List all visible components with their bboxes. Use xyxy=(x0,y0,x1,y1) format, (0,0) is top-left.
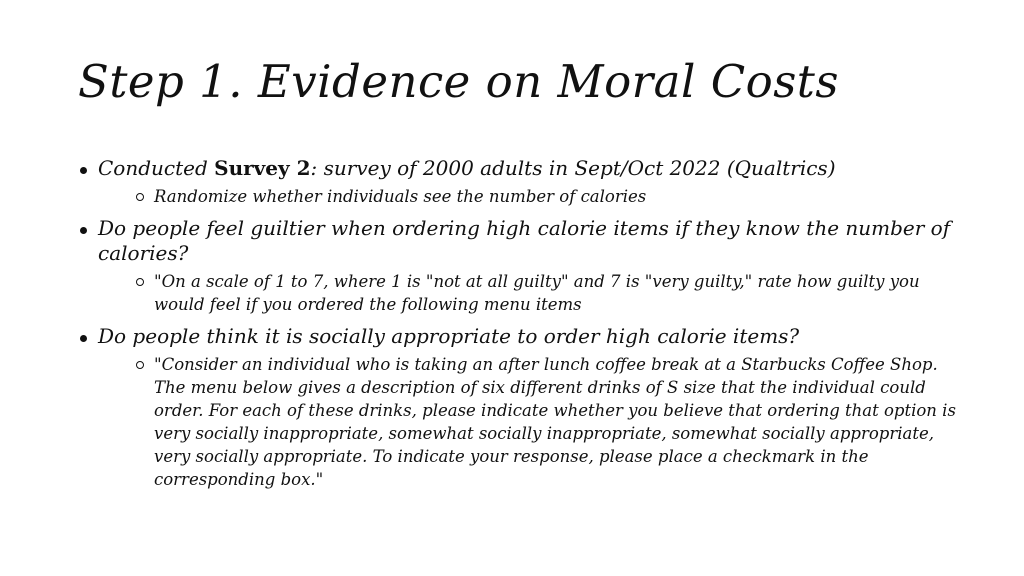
sub-bullet-guilt-scale xyxy=(136,270,960,316)
sub-bullet-text: Randomize whether individuals see the number of calories xyxy=(154,187,647,206)
sub-bullet-ring-icon xyxy=(136,278,144,286)
sub-bullet-ring-icon xyxy=(136,361,144,369)
sub-bullet-randomize xyxy=(136,185,960,208)
slide-title: Step 1. Evidence on Moral Costs xyxy=(78,55,839,108)
bullet-text: Do people feel guiltier when ordering high calorie items if they know the number of calories? xyxy=(98,216,951,265)
bullet-dot-icon xyxy=(80,227,87,234)
sub-bullet-ring-icon xyxy=(136,193,144,201)
bullet-dot-icon xyxy=(80,167,87,174)
bullet-social xyxy=(80,324,960,491)
bullet-text-pre: Conducted xyxy=(98,156,215,180)
bullet-dot-icon xyxy=(80,335,87,342)
sub-bullet-text: "Consider an individual who is taking an after lunch coffee break at a Starbucks Coffee Shop. The menu below gives a description of six different drinks of S size that the individual could order. For each of these drinks, please indicate whether you believe that ordering that option is very socially inappropriate, somewhat socially inappropriate, somewhat socially appropriate, very socially appropriate. To indicate your response, please place a checkmark in the corresponding box." xyxy=(154,355,956,489)
bullet-text-bold: Survey 2 xyxy=(214,156,311,180)
sub-bullet-text: "On a scale of 1 to 7, where 1 is "not at all guilty" and 7 is "very guilty," rate how guilty you would feel if you ordered the following menu items xyxy=(154,272,920,314)
bullet-survey xyxy=(80,156,960,208)
sub-bullet-list xyxy=(98,270,960,316)
sub-bullet-starbucks xyxy=(136,353,960,491)
bullet-text: Do people think it is socially appropriate to order high calorie items? xyxy=(98,324,800,348)
bullet-list xyxy=(80,156,960,499)
bullet-guilt xyxy=(80,216,960,316)
sub-bullet-list xyxy=(98,353,960,491)
sub-bullet-list xyxy=(98,185,960,208)
bullet-text-post: : survey of 2000 adults in Sept/Oct 2022 (Qualtrics) xyxy=(310,156,836,180)
